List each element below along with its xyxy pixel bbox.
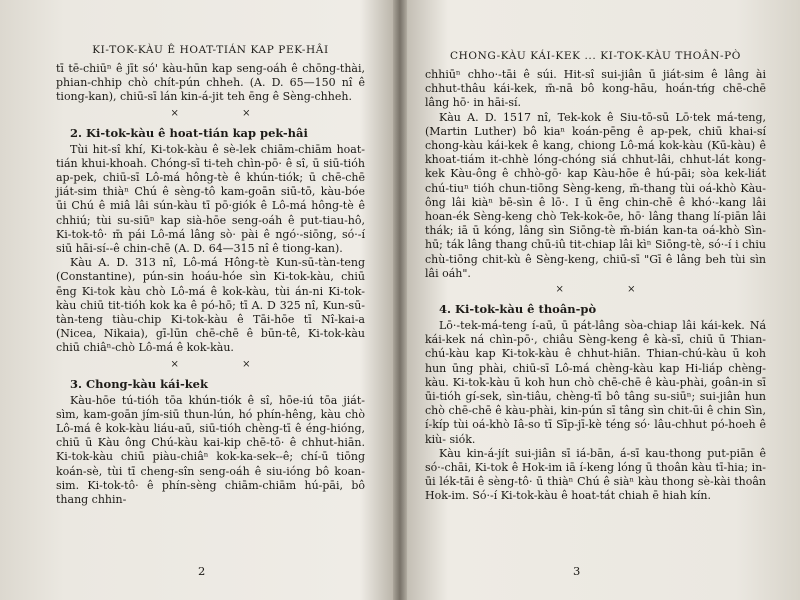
paragraph: chhiūⁿ chho·-tāi ê súi. Hit-sî sui-jiân ū jiát-sim ê lâng ài chhut-thâu kái-kek, m̄-nā bô kong-hāu, hoán-tńg chē-chē lâng hō· in hāi-sí. (425, 68, 766, 110)
paragraph: tī tē-chiūⁿ ê jīt só' kàu-hūn kap seng-oáh ê chōng-thài, phian-chhip chò chít-pún chheh. (A. D. 65—150 nî ê tiong-kan), chiū-sī lán kin-á-jit teh ēng ê Sèng-chheh. (56, 62, 365, 104)
section-divider: × × (555, 284, 636, 296)
running-head: CHONG-KÀU KÁI-KEK ... KI-TOK-KÀU THOÂN-PÒ (450, 50, 741, 62)
paragraph: Kàu A. D. 313 nî, Lô-má Hông-tè Kun-sū-tàn-teng (Constantine), pún-sin hoáu-hóe sìn Ki-tok-kàu, chiū ēng Ki-tok kàu chò Lô-má ê kok-kàu, tùi án-ni Ki-tok-kàu chiū tit-tióh kok ka ê pó-hō; tī A. D 325 nî, Kun-sū-tàn-teng tiàu-chip Ki-tok-kàu ê Tāi-hōe tī Nî-kai-a (Nicea, Nikaia), gī-lūn chē-chē ê būn-tê, Ki-tok-kàu chiū chiâⁿ-chò Lô-má ê kok-kàu. (56, 256, 365, 355)
running-head: KI-TOK-KÀU Ê HOAT-TIÁN KAP PEK-HÂI (92, 44, 329, 56)
paragraph: Kàu-hōe tú-tióh tōa khún-tiók ê sî, hōe-iú tōa jiát-sìm, kam-goān jím-siū thun-lún, hó phín-hêng, kàu chò Lô-má ê kok-kàu liáu-aū, siū-tióh chèng-tī ê éng-hióng, chiū ū Kàu ông Chú-kàu kai-kip chē-tō· ê chhut-hiān. Ki-tok-kàu chiū piàu-chiâⁿ kok-ka-sek--ê; chí-ū tiōng koán-sè, tùi tī cheng-sîn seng-oáh ê siu-ióng bô koan-sim. Ki-tok-tô· ê phín-sèng chiām-chiām hú-pāi, bô thang chhin- (56, 393, 365, 507)
paragraph: Kàu A. D. 1517 nî, Tek-kok ê Siu-tō-sū Lō·tek má-teng, (Martin Luther) bô kiaⁿ koán-pēng ê ap-pek, chiū khai-sí chong-kàu kái-kek ê kang, chiong Lô-má kok-kàu (Kū-kàu) ê khoat-tiám it-chhè lóng-chóng siá chhut-lâi, chhut-lát kong-kek Kàu-ông ê chhò-gō· kap Kàu-hōe ê hú-pāi; sòa kek-liát chú-tiuⁿ tióh chun-tiōng Sèng-keng, m̄-thang tùi oá-khò Kàu-ông lâi kiàⁿ bē-sìn ê lō·. I ū ēng chin-chē ê khó·-kang lâi hoan-ék Sèng-keng chò Tek-kok-ōe, hō· lâng thang lí-piān lâi thák; iā ū kóng, lâng sìn Siōng-tè m̄-bián kan-ta oá-khò Sìn-hū; ták lâng thang chū-iû tit-chiap lâi kìⁿ Siōng-tè, só·-í i chiu chù-tiōng chit-kù ê Sèng-keng, chiū-sī "Gī ê lâng beh tùi sìn lâi oáh". (425, 110, 766, 280)
left-page (0, 0, 395, 600)
section-heading: 2. Ki-tok-kàu ê hoat-tián kap pek-hâi (70, 125, 308, 140)
paragraph: Lō·-tek-má-teng í-aū, ū pát-lâng sòa-chiap lâi kái-kek. Ná kái-kek ná chìn-pō·, chiâu Sèng-keng ê kà-sī, chiū ū Thian-chú-kàu kap Ki-tok-kàu ê chhut-hiān. Thian-chú-kàu ū koh hun ūng phài, chiū-sī Lô-má chèng-kàu kap Hi-liáp chèng-kàu. Ki-tok-kàu ū koh hun chò chē-chē ê kàu-phài, goân-in sī ūi-tióh gí-sek, sìn-tiâu, chèng-tī bô tâng su-siūⁿ; sui-jiân hun chò chē-chē ê kàu-phài, kin-pún sī tâng sìn chit-ūi ê chin Sìn, í-kíp tùi oá-khò Iâ-so tī Sīp-jī-kè téng só· lâu-chhut pó-hoeh ê kiù- siók. (425, 319, 766, 446)
page-number: 3 (573, 564, 581, 578)
paragraph: Tùi hit-sî khí, Ki-tok-kàu ê sè-lek chiām-chiām hoat-tián khui-khoah. Chóng-sī ti-teh chìn-pō· ê sî, ū siū-tióh ap-pek, chiū-sī Lô-má hông-tè ê khún-tiók; ū chē-chē jiát-sim thiàⁿ Chú ê sèng-tô kam-goān siū-tō, kàu-bóe ūi Chú ê miâ lâi sún-kàu tī pō·giók ê Lô-má hông-tè ê chhiú; tùi su-siūⁿ kap sià-hōe seng-oáh ê put-tiau-hô, Ki-tok-tô· m̄ pái Lô-má lâng sò· pài ê ngó·-siōng, só·-í siū hāi-sí--ê chin-chē (A. D. 64—315 nî ê tiong-kan). (56, 142, 365, 256)
right-page (405, 0, 800, 600)
page-number: 2 (198, 564, 206, 578)
section-heading: 4. Ki-tok-kàu ê thoân-pò (439, 302, 597, 317)
section-divider: × × (170, 107, 251, 119)
section-divider: × × (170, 358, 251, 370)
paragraph: Kàu kin-á-jít sui-jiân sī iá-bān, á-sī kau-thong put-piān ê só·-chāi, Ki-tok ê Hok-im iā í-keng lóng ū thoân kàu tī-hia; in-ūi lék-tāi ê sèng-tô· ū thiàⁿ Chú ê siàⁿ kàu thong sè-kài thoân Hok-im. Só·-í Ki-tok-kàu ê hoat-tát chiah ē hiah kín. (425, 446, 766, 503)
section-heading: 3. Chong-kàu kái-kek (70, 376, 208, 391)
